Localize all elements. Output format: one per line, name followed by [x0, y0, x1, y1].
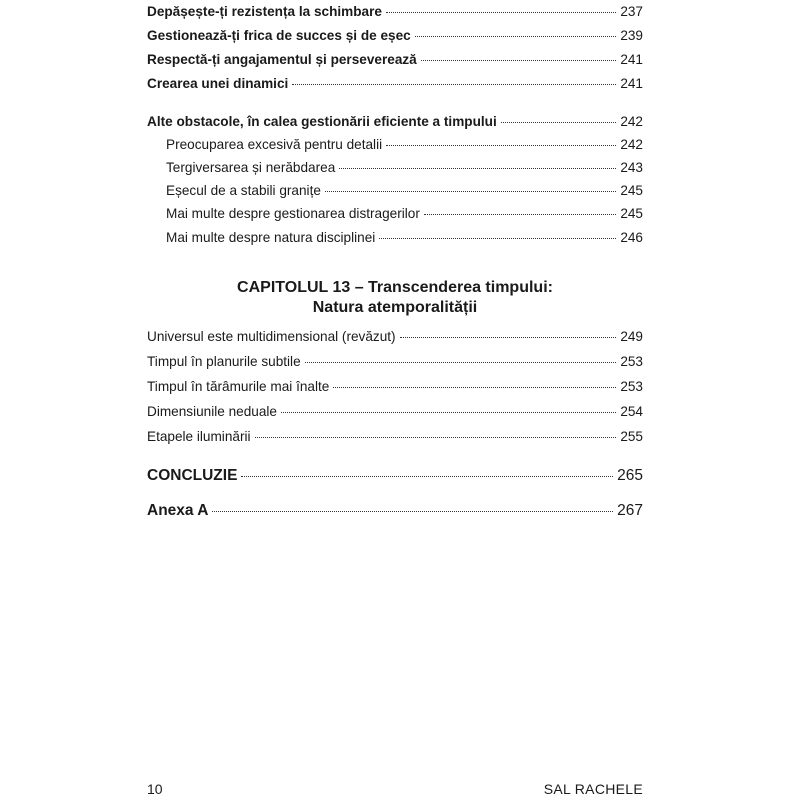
- toc-entry-page: 241: [620, 52, 643, 67]
- toc-entry-title: Mai multe despre gestionarea distragerilor: [166, 206, 420, 221]
- dot-leader: [212, 511, 613, 512]
- dot-leader: [386, 12, 616, 13]
- toc-entry-title: Dimensiunile neduale: [147, 404, 277, 419]
- toc-entry-title: Anexa A: [147, 502, 209, 519]
- toc-entry-page: 245: [620, 183, 643, 198]
- toc-entry-title: CONCLUZIE: [147, 467, 238, 484]
- toc-subentry: [166, 159, 643, 177]
- toc-subentry: [166, 136, 643, 154]
- dot-leader: [400, 337, 617, 338]
- toc-conclusion-entry: [147, 467, 643, 485]
- toc-entry-page: 245: [620, 206, 643, 221]
- toc-entry-page: 253: [620, 354, 643, 369]
- footer-page-number: 10: [147, 781, 163, 797]
- toc-entry-page: 253: [620, 379, 643, 394]
- toc-entry-title: Preocuparea excesivă pentru detalii: [166, 137, 383, 152]
- toc-entry-title: Etapele iluminării: [147, 429, 251, 444]
- toc-entry-title: Alte obstacole, în calea gestionării eficiente a timpului: [147, 114, 497, 129]
- chapter-heading: [147, 278, 643, 318]
- toc-entry: [147, 428, 643, 446]
- toc-entry-page: 246: [620, 230, 643, 245]
- dot-leader: [339, 168, 616, 169]
- toc-entry-page: 249: [620, 329, 643, 344]
- toc-entry-title: Crearea unei dinamici: [147, 76, 289, 91]
- toc-entry: [147, 403, 643, 421]
- toc-entry-page: 243: [620, 160, 643, 175]
- toc-appendix-entry: [147, 502, 643, 520]
- toc-entry-page: 242: [620, 114, 643, 129]
- toc-entry-title: Timpul în tărâmurile mai înalte: [147, 379, 330, 394]
- toc-subentry: [166, 229, 643, 247]
- toc-entry-title: Universul este multidimensional (revăzut): [147, 329, 396, 344]
- dot-leader: [424, 214, 616, 215]
- toc-entry-page: 254: [620, 404, 643, 419]
- toc-entry-page: 267: [617, 502, 643, 519]
- dot-leader: [255, 437, 617, 438]
- toc-entry: [147, 378, 643, 396]
- toc-entry: [147, 353, 643, 371]
- toc-entry-page: 237: [620, 4, 643, 19]
- toc-entry-title: Eșecul de a stabili granițe: [166, 183, 321, 198]
- toc-entry: [147, 51, 643, 69]
- toc-entry-title: Tergiversarea și nerăbdarea: [166, 160, 336, 175]
- toc-entry-title: Mai multe despre natura disciplinei: [166, 230, 376, 245]
- dot-leader: [421, 60, 617, 61]
- dot-leader: [379, 238, 616, 239]
- toc-entry: [147, 328, 643, 346]
- dot-leader: [241, 476, 613, 477]
- dot-leader: [333, 387, 616, 388]
- chapter-heading-line1: CAPITOLUL 13 – Transcenderea timpului:: [237, 279, 553, 296]
- toc-entry: [147, 75, 643, 93]
- dot-leader: [325, 191, 616, 192]
- dot-leader: [305, 362, 617, 363]
- toc-entry: [147, 27, 643, 45]
- dot-leader: [501, 122, 617, 123]
- toc-entry-page: 242: [620, 137, 643, 152]
- toc-entry-page: 241: [620, 76, 643, 91]
- toc-entry-title: Respectă-ți angajamentul și perseverează: [147, 52, 417, 67]
- toc-entry-title: Depășește-ți rezistența la schimbare: [147, 4, 382, 19]
- toc-entry-page: 255: [620, 429, 643, 444]
- footer-author: SAL RACHELE: [543, 781, 643, 797]
- toc-subentry: [166, 205, 643, 223]
- toc-entry-page: 265: [617, 467, 643, 484]
- toc-entry: [147, 3, 643, 21]
- toc-section-heading: [147, 113, 643, 131]
- toc-entry-title: Timpul în planurile subtile: [147, 354, 301, 369]
- dot-leader: [386, 145, 616, 146]
- toc-subentry: [166, 182, 643, 200]
- dot-leader: [292, 84, 616, 85]
- chapter-heading-line2: Natura atemporalității: [312, 299, 478, 316]
- dot-leader: [281, 412, 616, 413]
- toc-entry-page: 239: [620, 28, 643, 43]
- dot-leader: [415, 36, 617, 37]
- toc-entry-title: Gestionează-ți frica de succes și de eșec: [147, 28, 411, 43]
